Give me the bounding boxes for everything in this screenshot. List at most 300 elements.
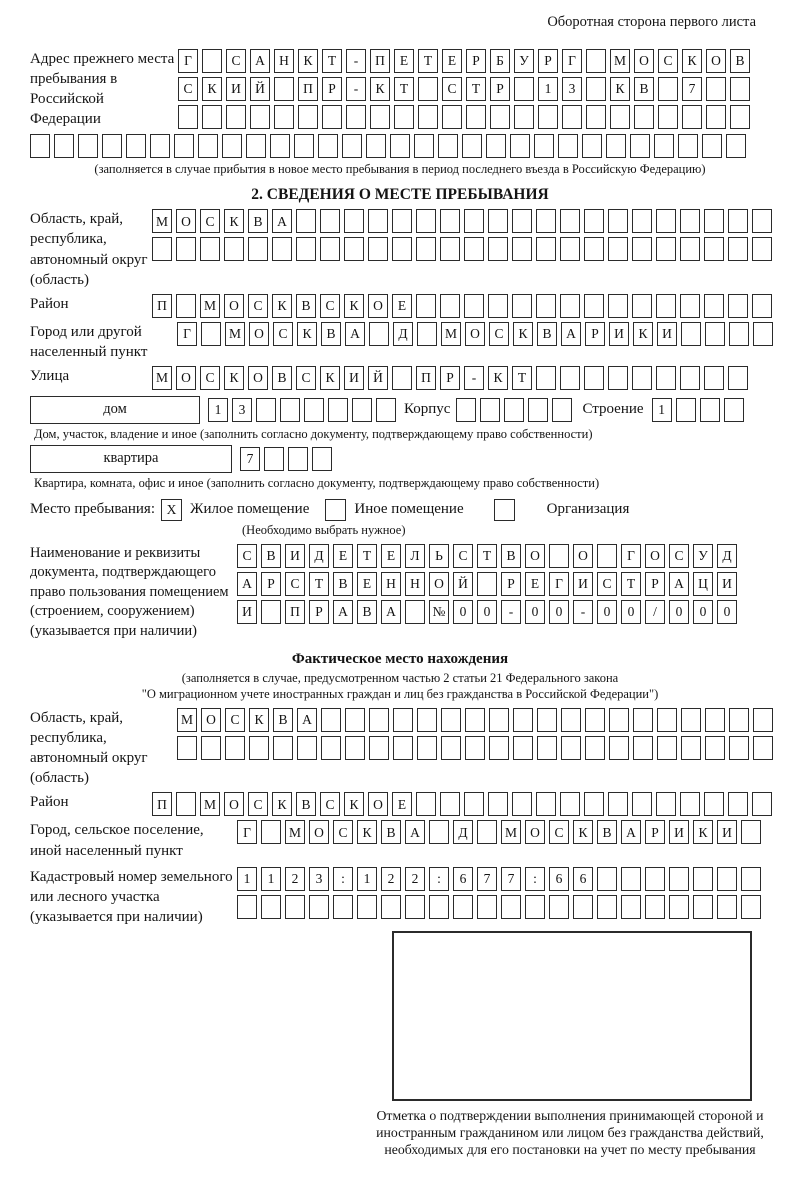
char-cell[interactable] [464,237,484,261]
char-cell[interactable] [741,867,761,891]
char-cell[interactable] [237,895,257,919]
char-cell[interactable]: С [285,572,305,596]
char-cell[interactable]: 1 [357,867,377,891]
char-cell[interactable]: К [224,209,244,233]
char-cell[interactable] [226,105,246,129]
char-cell[interactable]: 7 [477,867,497,891]
char-cell[interactable] [202,105,222,129]
char-cell[interactable] [586,105,606,129]
char-cell[interactable]: П [370,49,390,73]
char-cell[interactable]: 3 [232,398,252,422]
char-cell[interactable] [464,294,484,318]
char-cell[interactable] [501,895,521,919]
char-cell[interactable] [717,867,737,891]
char-cell[interactable]: Т [621,572,641,596]
char-cell[interactable]: В [248,209,268,233]
char-cell[interactable] [392,209,412,233]
char-cell[interactable]: К [298,49,318,73]
char-cell[interactable] [490,105,510,129]
char-cell[interactable]: М [441,322,461,346]
char-cell[interactable] [729,736,749,760]
char-cell[interactable]: С [669,544,689,568]
char-cell[interactable] [560,294,580,318]
char-cell[interactable]: И [226,77,246,101]
char-cell[interactable] [320,209,340,233]
char-cell[interactable] [440,209,460,233]
char-cell[interactable] [346,105,366,129]
char-cell[interactable]: С [225,708,245,732]
char-cell[interactable] [704,237,724,261]
char-cell[interactable]: А [669,572,689,596]
char-cell[interactable] [261,820,281,844]
char-cell[interactable]: О [525,544,545,568]
char-cell[interactable] [272,237,292,261]
char-cell[interactable]: Е [394,49,414,73]
char-cell[interactable] [222,134,242,158]
char-cell[interactable] [392,237,412,261]
char-cell[interactable]: Е [392,792,412,816]
char-cell[interactable] [657,736,677,760]
char-cell[interactable]: О [249,322,269,346]
char-cell[interactable] [393,708,413,732]
char-cell[interactable] [669,867,689,891]
char-cell[interactable] [658,105,678,129]
char-cell[interactable]: С [248,792,268,816]
char-cell[interactable] [381,895,401,919]
char-cell[interactable]: Т [418,49,438,73]
char-cell[interactable] [369,708,389,732]
char-cell[interactable] [78,134,98,158]
char-cell[interactable] [560,237,580,261]
char-cell[interactable] [560,366,580,390]
char-cell[interactable] [728,209,748,233]
char-cell[interactable] [680,294,700,318]
char-cell[interactable] [294,134,314,158]
char-cell[interactable]: 0 [597,600,617,624]
char-cell[interactable] [344,209,364,233]
char-cell[interactable] [488,792,508,816]
char-cell[interactable]: О [201,708,221,732]
char-cell[interactable] [728,792,748,816]
char-cell[interactable] [678,134,698,158]
char-cell[interactable] [582,134,602,158]
char-cell[interactable] [654,134,674,158]
char-cell[interactable]: К [344,792,364,816]
char-cell[interactable] [632,792,652,816]
char-cell[interactable] [394,105,414,129]
char-cell[interactable]: К [488,366,508,390]
char-cell[interactable] [597,544,617,568]
char-cell[interactable]: С [200,366,220,390]
char-cell[interactable] [202,49,222,73]
char-cell[interactable]: О [429,572,449,596]
char-cell[interactable] [597,867,617,891]
char-cell[interactable] [416,209,436,233]
char-cell[interactable] [726,134,746,158]
char-cell[interactable]: К [682,49,702,73]
char-cell[interactable] [288,447,308,471]
char-cell[interactable]: 3 [309,867,329,891]
char-cell[interactable] [680,237,700,261]
char-cell[interactable] [728,294,748,318]
char-cell[interactable] [752,209,772,233]
char-cell[interactable] [456,398,476,422]
char-cell[interactable]: Г [562,49,582,73]
char-cell[interactable]: Е [442,49,462,73]
char-cell[interactable]: Л [405,544,425,568]
char-cell[interactable]: Т [394,77,414,101]
char-cell[interactable]: К [249,708,269,732]
char-cell[interactable]: 7 [240,447,260,471]
char-cell[interactable] [441,736,461,760]
char-cell[interactable] [597,895,617,919]
char-cell[interactable] [246,134,266,158]
char-cell[interactable] [704,209,724,233]
char-cell[interactable]: 2 [381,867,401,891]
char-cell[interactable] [440,294,460,318]
char-cell[interactable]: С [549,820,569,844]
char-cell[interactable] [537,708,557,732]
char-cell[interactable] [558,134,578,158]
char-cell[interactable] [480,398,500,422]
char-cell[interactable]: Б [490,49,510,73]
char-cell[interactable]: К [610,77,630,101]
char-cell[interactable]: К [202,77,222,101]
char-cell[interactable] [536,294,556,318]
char-cell[interactable]: С [320,792,340,816]
char-cell[interactable] [416,294,436,318]
char-cell[interactable] [152,237,172,261]
char-cell[interactable]: И [717,820,737,844]
char-cell[interactable] [753,708,773,732]
char-cell[interactable] [586,49,606,73]
char-cell[interactable] [274,105,294,129]
char-cell[interactable] [608,366,628,390]
char-cell[interactable] [342,134,362,158]
char-cell[interactable] [609,708,629,732]
char-cell[interactable] [632,366,652,390]
char-cell[interactable] [417,736,437,760]
char-cell[interactable]: 1 [237,867,257,891]
char-cell[interactable]: М [177,708,197,732]
char-cell[interactable]: В [261,544,281,568]
char-cell[interactable] [560,209,580,233]
char-cell[interactable] [261,600,281,624]
char-cell[interactable] [280,398,300,422]
char-cell[interactable] [392,366,412,390]
char-cell[interactable]: 0 [669,600,689,624]
char-cell[interactable] [584,294,604,318]
char-cell[interactable] [724,398,744,422]
char-cell[interactable]: А [333,600,353,624]
char-cell[interactable]: 0 [621,600,641,624]
char-cell[interactable] [442,105,462,129]
char-cell[interactable]: У [514,49,534,73]
char-cell[interactable] [345,736,365,760]
char-cell[interactable] [681,708,701,732]
char-cell[interactable]: К [344,294,364,318]
char-cell[interactable] [702,134,722,158]
char-cell[interactable]: О [176,366,196,390]
char-cell[interactable]: П [152,294,172,318]
char-cell[interactable] [573,895,593,919]
char-cell[interactable]: О [309,820,329,844]
char-cell[interactable] [730,77,750,101]
char-cell[interactable] [676,398,696,422]
char-cell[interactable]: 3 [562,77,582,101]
char-cell[interactable] [200,237,220,261]
char-cell[interactable]: Ц [693,572,713,596]
char-cell[interactable]: В [597,820,617,844]
char-cell[interactable]: В [634,77,654,101]
char-cell[interactable]: 6 [453,867,473,891]
char-cell[interactable]: И [657,322,677,346]
char-cell[interactable]: И [717,572,737,596]
char-cell[interactable]: П [298,77,318,101]
char-cell[interactable]: К [320,366,340,390]
char-cell[interactable]: Е [525,572,545,596]
char-cell[interactable] [513,708,533,732]
char-cell[interactable]: О [706,49,726,73]
char-cell[interactable] [561,736,581,760]
char-cell[interactable]: К [224,366,244,390]
char-cell[interactable]: К [357,820,377,844]
char-cell[interactable] [717,895,737,919]
char-cell[interactable] [126,134,146,158]
char-cell[interactable]: Д [309,544,329,568]
char-cell[interactable] [705,322,725,346]
char-cell[interactable] [477,895,497,919]
char-cell[interactable]: О [573,544,593,568]
char-cell[interactable] [390,134,410,158]
char-cell[interactable]: К [272,294,292,318]
char-cell[interactable] [632,209,652,233]
char-cell[interactable] [645,895,665,919]
char-cell[interactable] [562,105,582,129]
char-cell[interactable] [369,322,389,346]
char-cell[interactable] [584,209,604,233]
char-cell[interactable]: - [346,49,366,73]
char-cell[interactable] [376,398,396,422]
char-cell[interactable]: С [237,544,257,568]
char-cell[interactable]: Т [309,572,329,596]
char-cell[interactable] [753,736,773,760]
char-cell[interactable]: К [573,820,593,844]
char-cell[interactable]: Т [477,544,497,568]
char-cell[interactable] [414,134,434,158]
char-cell[interactable] [752,792,772,816]
char-cell[interactable] [489,736,509,760]
char-cell[interactable]: Д [393,322,413,346]
char-cell[interactable] [322,105,342,129]
char-cell[interactable]: Р [645,820,665,844]
char-cell[interactable] [656,294,676,318]
char-cell[interactable]: Е [333,544,353,568]
char-cell[interactable] [752,294,772,318]
char-cell[interactable] [366,134,386,158]
char-cell[interactable]: К [297,322,317,346]
char-cell[interactable] [438,134,458,158]
char-cell[interactable] [504,398,524,422]
char-cell[interactable]: Р [490,77,510,101]
char-cell[interactable] [198,134,218,158]
char-cell[interactable] [418,77,438,101]
char-cell[interactable]: О [634,49,654,73]
char-cell[interactable]: 2 [285,867,305,891]
char-cell[interactable] [321,708,341,732]
char-cell[interactable] [704,366,724,390]
char-cell[interactable] [201,322,221,346]
char-cell[interactable] [561,708,581,732]
char-cell[interactable]: 6 [573,867,593,891]
char-cell[interactable]: С [442,77,462,101]
char-cell[interactable] [418,105,438,129]
char-cell[interactable] [633,708,653,732]
char-cell[interactable]: В [381,820,401,844]
char-cell[interactable] [225,736,245,760]
char-cell[interactable]: И [237,600,257,624]
char-cell[interactable]: А [561,322,581,346]
char-cell[interactable] [552,398,572,422]
char-cell[interactable]: Р [466,49,486,73]
char-cell[interactable]: М [501,820,521,844]
char-cell[interactable]: О [368,294,388,318]
char-cell[interactable]: Ь [429,544,449,568]
char-cell[interactable] [537,736,557,760]
char-cell[interactable] [528,398,548,422]
char-cell[interactable] [706,77,726,101]
char-cell[interactable] [693,867,713,891]
char-cell[interactable]: Г [237,820,257,844]
char-cell[interactable]: А [237,572,257,596]
char-cell[interactable] [429,895,449,919]
char-cell[interactable] [656,209,676,233]
char-cell[interactable] [477,572,497,596]
char-cell[interactable]: 1 [652,398,672,422]
char-cell[interactable]: Е [357,572,377,596]
char-cell[interactable]: И [573,572,593,596]
char-cell[interactable]: С [489,322,509,346]
char-cell[interactable] [536,237,556,261]
char-cell[interactable] [705,708,725,732]
char-cell[interactable]: В [357,600,377,624]
char-cell[interactable]: 0 [693,600,713,624]
char-cell[interactable]: : [333,867,353,891]
char-cell[interactable] [609,736,629,760]
char-cell[interactable] [486,134,506,158]
char-cell[interactable] [584,366,604,390]
char-cell[interactable]: П [416,366,436,390]
char-cell[interactable] [333,895,353,919]
char-cell[interactable]: А [381,600,401,624]
char-cell[interactable] [369,736,389,760]
char-cell[interactable]: Т [357,544,377,568]
char-cell[interactable] [178,105,198,129]
char-cell[interactable]: 0 [525,600,545,624]
char-cell[interactable]: О [645,544,665,568]
char-cell[interactable] [273,736,293,760]
char-cell[interactable]: А [272,209,292,233]
char-cell[interactable]: С [296,366,316,390]
char-cell[interactable]: О [525,820,545,844]
char-cell[interactable] [250,105,270,129]
char-cell[interactable]: Й [368,366,388,390]
char-cell[interactable] [741,895,761,919]
char-cell[interactable]: 0 [717,600,737,624]
char-cell[interactable] [630,134,650,158]
char-cell[interactable] [741,820,761,844]
char-cell[interactable] [488,237,508,261]
char-cell[interactable]: - [573,600,593,624]
char-cell[interactable] [693,895,713,919]
char-cell[interactable] [704,294,724,318]
char-cell[interactable] [174,134,194,158]
char-cell[interactable] [320,237,340,261]
char-cell[interactable] [525,895,545,919]
char-cell[interactable]: У [693,544,713,568]
char-cell[interactable] [634,105,654,129]
checkbox-organization[interactable] [494,499,515,521]
char-cell[interactable]: О [224,294,244,318]
char-cell[interactable] [621,867,641,891]
char-cell[interactable]: О [176,209,196,233]
char-cell[interactable]: Д [453,820,473,844]
char-cell[interactable]: К [633,322,653,346]
char-cell[interactable]: В [537,322,557,346]
char-cell[interactable] [465,708,485,732]
char-cell[interactable]: Р [309,600,329,624]
char-cell[interactable]: В [730,49,750,73]
char-cell[interactable]: И [669,820,689,844]
char-cell[interactable] [261,895,281,919]
char-cell[interactable]: Н [381,572,401,596]
char-cell[interactable]: № [429,600,449,624]
char-cell[interactable] [357,895,377,919]
char-cell[interactable] [538,105,558,129]
char-cell[interactable] [656,237,676,261]
char-cell[interactable] [285,895,305,919]
char-cell[interactable] [608,792,628,816]
char-cell[interactable]: О [465,322,485,346]
char-cell[interactable] [657,708,677,732]
char-cell[interactable] [586,77,606,101]
char-cell[interactable]: В [273,708,293,732]
char-cell[interactable]: П [285,600,305,624]
char-cell[interactable]: В [333,572,353,596]
char-cell[interactable]: В [501,544,521,568]
char-cell[interactable] [370,105,390,129]
checkbox-other-premises[interactable] [325,499,346,521]
char-cell[interactable] [682,105,702,129]
char-cell[interactable]: О [248,366,268,390]
char-cell[interactable] [512,294,532,318]
char-cell[interactable] [752,237,772,261]
char-cell[interactable] [513,736,533,760]
char-cell[interactable] [274,77,294,101]
char-cell[interactable] [30,134,50,158]
char-cell[interactable] [656,792,676,816]
char-cell[interactable]: С [226,49,246,73]
char-cell[interactable]: А [297,708,317,732]
char-cell[interactable] [608,294,628,318]
char-cell[interactable] [656,366,676,390]
char-cell[interactable] [608,209,628,233]
char-cell[interactable] [632,237,652,261]
char-cell[interactable] [321,736,341,760]
char-cell[interactable] [680,209,700,233]
char-cell[interactable] [704,792,724,816]
char-cell[interactable]: О [368,792,388,816]
